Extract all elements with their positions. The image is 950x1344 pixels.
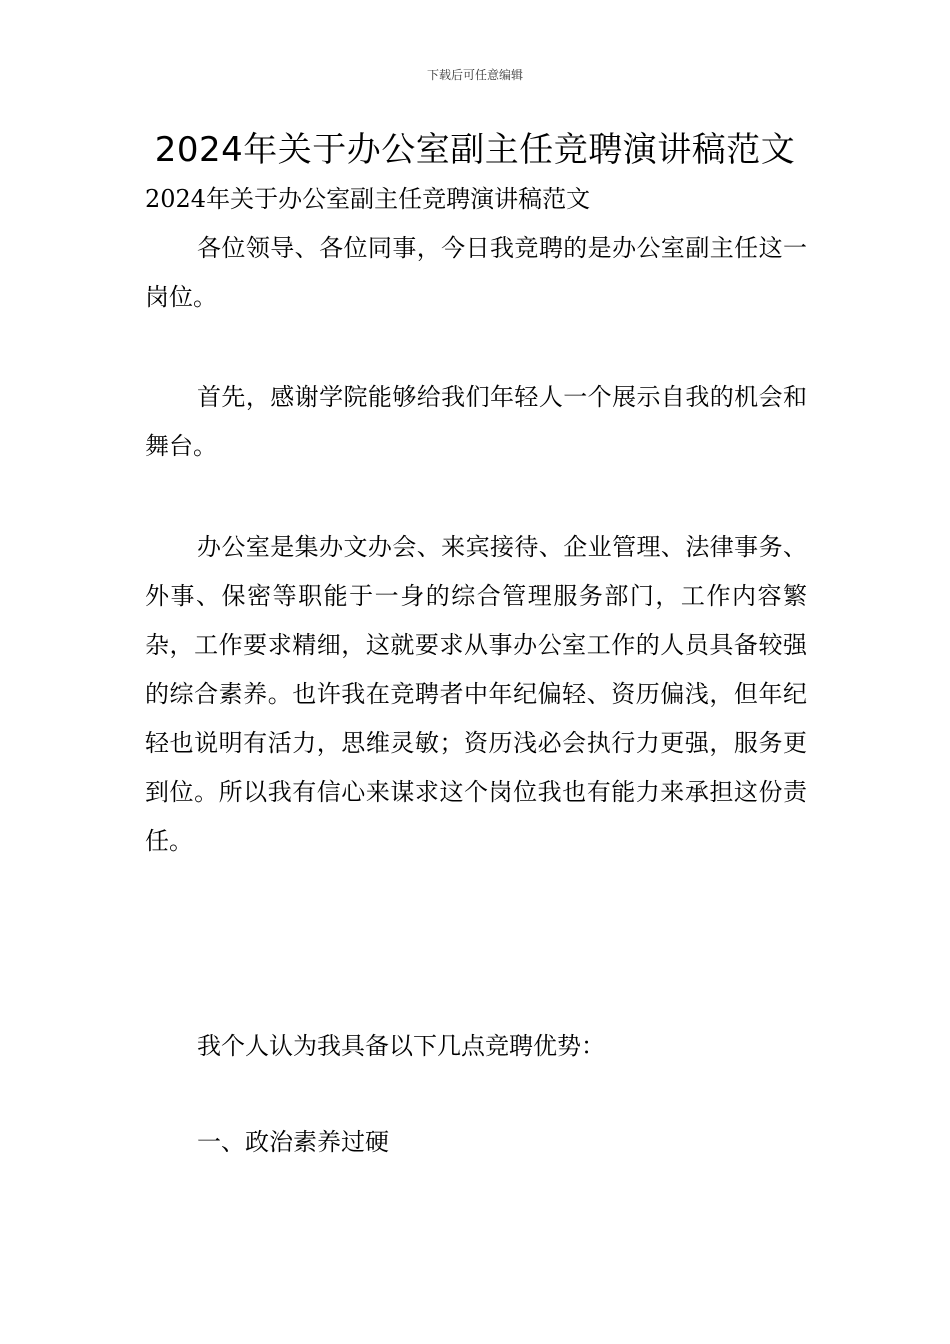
document-subtitle: 2024年关于办公室副主任竞聘演讲稿范文 xyxy=(145,185,591,213)
document-title: 2024年关于办公室副主任竞聘演讲稿范文 xyxy=(154,130,796,170)
paragraph-greeting: 各位领导、各位同事，今日我竞聘的是办公室副主任这一岗位。 xyxy=(145,234,807,311)
header-note: 下载后可任意编辑 xyxy=(426,68,523,82)
paragraph-office-description: 办公室是集办文办会、来宾接待、企业管理、法律事务、外事、保密等职能于一身的综合管理服务部门，工作内容繁杂，工作要求精细，这就要求从事办公室工作的人员具备较强的综合素养。也许我在竞聘者中年纪偏轻、资历偏浅，但年纪轻也说明有活力，思维灵敏；资历浅必会执行力更强，服务更到位。所以我有信心来谋求这个岗位我也有能力来承担这份责任。 xyxy=(145,533,807,855)
section-heading-political: 一、政治素养过硬 xyxy=(197,1128,389,1156)
paragraph-advantages-intro: 我个人认为我具备以下几点竞聘优势： xyxy=(197,1032,605,1060)
paragraph-thanks: 首先，感谢学院能够给我们年轻人一个展示自我的机会和舞台。 xyxy=(145,383,807,460)
